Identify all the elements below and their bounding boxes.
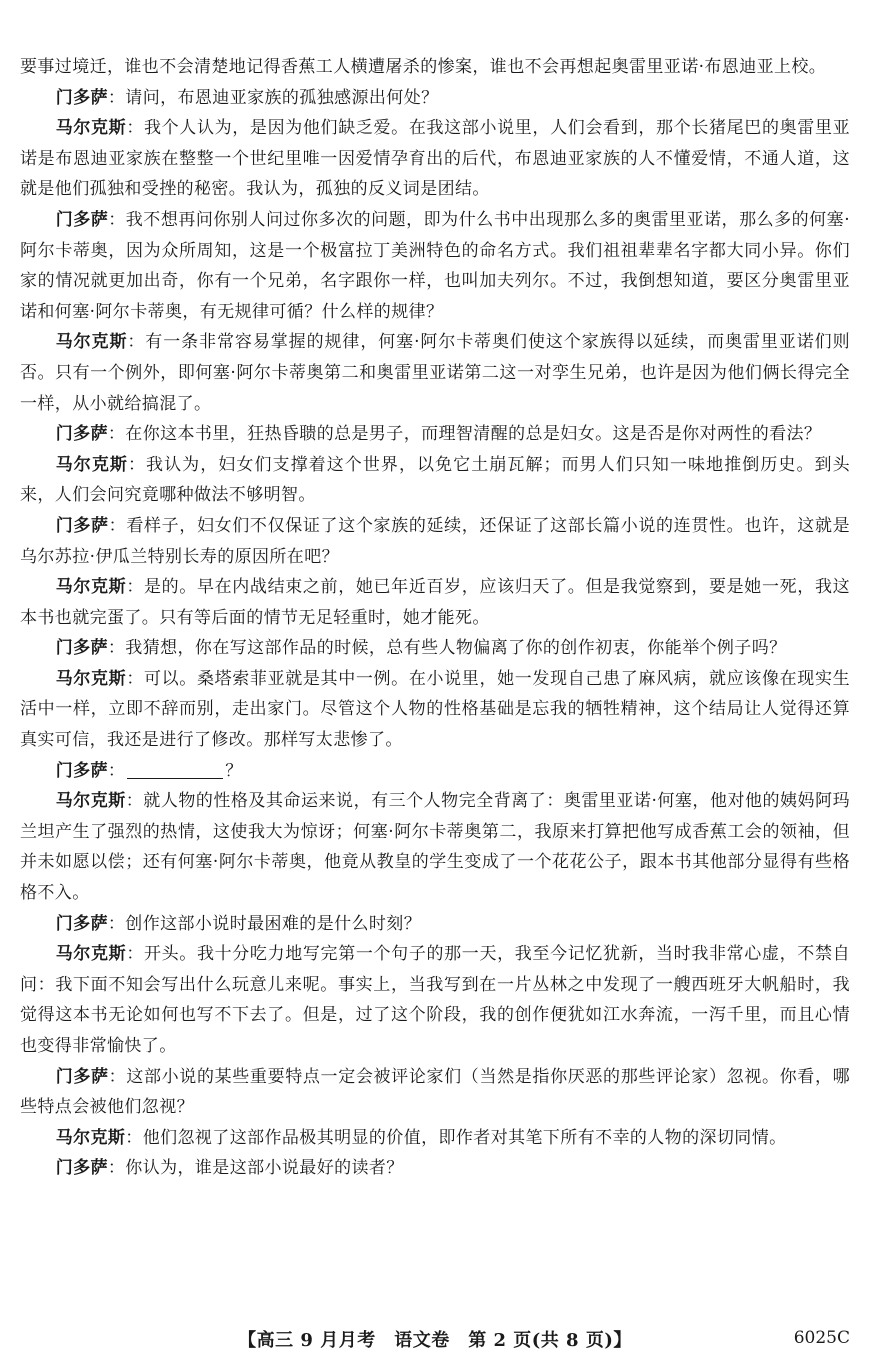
paragraph-text: ：你认为，谁是这部小说最好的读者？ <box>107 1158 404 1179</box>
paragraph <box>20 756 850 787</box>
paragraph-text: ：我认为，妇女们支撑着这个世界，以免它土崩瓦解；而男人们只知一味地推倒历史。到头来，人们会问究竟哪种做法不够明智。 <box>20 454 850 506</box>
paragraph-text: ：在你这本书里，狂热昏聩的总是男子，而理智清醒的总是妇女。这是否是你对两性的看法？ <box>107 424 822 445</box>
paragraph-text: ：我不想再问你别人问过你多次的问题，即为什么书中出现那么多的奥雷里亚诺，那么多的何塞·阿尔卡蒂奥，因为众所周知，这是一个极富拉丁美洲特色的命名方式。我们祖祖辈辈名字都大同小异。你们家的情况就更加出奇，你有一个兄弟，名字跟你一样，也叫加夫列尔。不过，我倒想知道，要区分奥雷里亚诺和何塞·阿尔卡蒂奥，有无规律可循？什么样的规律？ <box>20 209 851 322</box>
paragraph-text: ：我猜想，你在写这部作品的时候，总有些人物偏离了你的创作初衷，你能举个例子吗？ <box>107 638 787 659</box>
question-mark: ？ <box>225 760 243 781</box>
paragraph-text: 要事过境迁，谁也不会清楚地记得香蕉工人横遭屠杀的惨案，谁也不会再想起奥雷里亚诺·布恩迪亚上校。 <box>20 57 827 77</box>
speaker-name: 门多萨 <box>55 515 109 536</box>
speaker-name: 马尔克斯 <box>55 332 128 353</box>
speaker-name: 马尔克斯 <box>55 577 127 598</box>
speaker-name: 门多萨 <box>55 209 109 230</box>
speaker-name: 门多萨 <box>55 1158 108 1179</box>
paragraph <box>20 419 850 450</box>
paragraph <box>20 909 850 940</box>
paragraph-text: ：他们忽视了这部作品极其明显的价值，即作者对其笔下所有不幸的人物的深切同情。 <box>125 1127 787 1148</box>
paragraph-text: ：就人物的性格及其命运来说，有三个人物完全背离了：奥雷里亚诺·何塞，他对他的姨妈阿玛兰坦产生了强烈的热情，这使我大为惊讶；何塞·阿尔卡蒂奥第二，我原来打算把他写成香蕉工会的领袖，但并未如愿以偿；还有何塞·阿尔卡蒂奥，他竟从教皇的学生变成了一个花花公子，跟本书其他部分显得有些格格不入。 <box>20 791 850 904</box>
speaker-name: 马尔克斯 <box>55 944 127 965</box>
paragraph <box>20 113 850 205</box>
footer-exam-info: 【高三 9 月月考 语文卷 第 2 页(共 8 页)】 <box>238 1330 632 1351</box>
speaker-name: 门多萨 <box>55 424 108 445</box>
paragraph-text: ：看样子，妇女们不仅保证了这个家族的延续，还保证了这部长篇小说的连贯性。也许，这就是乌尔苏拉·伊瓜兰特别长寿的原因所在吧？ <box>20 515 850 567</box>
page-footer <box>0 1318 870 1358</box>
speaker-name: 门多萨 <box>55 1066 109 1087</box>
paragraph-text: ：这部小说的某些重要特点一定会被评论家们（当然是指你厌恶的那些评论家）忽视。你看，哪些特点会被他们忽视？ <box>20 1066 850 1118</box>
paragraph <box>20 664 850 756</box>
paragraph-text: ：开头。我十分吃力地写完第一个句子的那一天，我至今记忆犹新，当时我非常心虚，不禁自问：我下面不知会写出什么玩意儿来呢。事实上，当我写到在一片丛林之中发现了一艘西班牙大帆船时，我觉得这本书无论如何也写不下去了。但是，过了这个阶段，我的创作便犹如江水奔流，一泻千里，而且心情也变得非常愉快了。 <box>20 944 850 1056</box>
speaker-name: 马尔克斯 <box>55 118 127 139</box>
paragraph-text: ：可以。桑塔索菲亚就是其中一例。在小说里，她一发现自己患了麻风病，就应该像在现实生活中一样，立即不辞而别，走出家门。尽管这个人物的性格基础是忘我的牺牲精神，这个结局让人觉得还算真实可信，我还是进行了修改。那样写太悲惨了。 <box>20 668 850 751</box>
fill-in-blank <box>127 760 223 779</box>
paragraph-text: ：是的。早在内战结束之前，她已年近百岁，应该归天了。但是我觉察到，要是她一死，我这本书也就完蛋了。只有等后面的情节无足轻重时，她才能死。 <box>20 577 850 628</box>
paragraph-text: ：我个人认为，是因为他们缺乏爱。在我这部小说里，人们会看到，那个长猪尾巴的奥雷里亚诺是布恩迪亚家族在整整一个世纪里唯一因爱情孕育出的后代，布恩迪亚家族的人不懂爱情，不通人道，这就是他们孤独和受挫的秘密。我认为，孤独的反义词是团结。 <box>20 118 850 200</box>
speaker-name: 马尔克斯 <box>55 791 126 812</box>
speaker-name: 门多萨 <box>55 638 108 659</box>
speaker-name: 门多萨 <box>55 760 108 781</box>
interview-text <box>20 52 850 1184</box>
paragraph <box>20 939 850 1061</box>
paragraph <box>20 205 850 327</box>
paragraph <box>20 83 850 114</box>
paragraph-text: ： <box>107 760 126 781</box>
paragraph <box>20 327 850 419</box>
paragraph <box>20 1153 850 1184</box>
paragraph <box>20 786 850 908</box>
paragraph <box>20 1123 850 1154</box>
speaker-name: 门多萨 <box>55 913 108 934</box>
paragraph <box>20 633 850 664</box>
paragraph <box>20 511 850 572</box>
paragraph-text: ：有一条非常容易掌握的规律，何塞·阿尔卡蒂奥们使这个家族得以延续，而奥雷里亚诺们则否。只有一个例外，即何塞·阿尔卡蒂奥第二和奥雷里亚诺第二这一对孪生兄弟，也许是因为他们俩长得完全一样，从小就给搞混了。 <box>20 332 850 414</box>
speaker-name: 马尔克斯 <box>55 668 127 689</box>
paragraph-text: ：创作这部小说时最困难的是什么时刻？ <box>107 913 422 934</box>
speaker-name: 马尔克斯 <box>55 454 128 475</box>
speaker-name: 马尔克斯 <box>55 1127 126 1148</box>
paragraph <box>20 450 850 511</box>
footer-code: 6025C <box>793 1328 850 1348</box>
paragraph <box>20 572 850 633</box>
speaker-name: 门多萨 <box>55 87 108 108</box>
paragraph <box>20 52 850 83</box>
paragraph-text: ：请问，布恩迪亚家族的孤独感源出何处？ <box>107 87 439 108</box>
paragraph <box>20 1062 850 1123</box>
